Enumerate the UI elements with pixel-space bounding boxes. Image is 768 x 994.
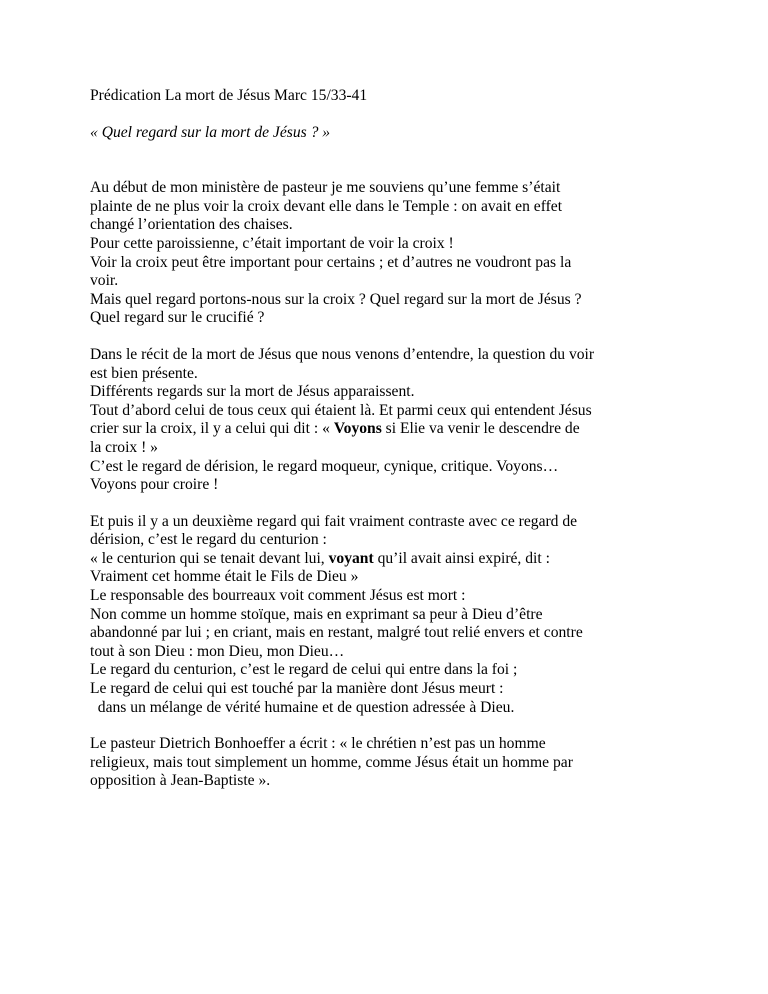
text-segment: « le centurion qui se tenait devant lui, [90,549,329,567]
emphasis-voyant: voyant [328,549,374,567]
text-line: Non comme un homme stoïque, mais en exprimant sa peur à Dieu d’être [90,605,543,623]
text-line: religieux, mais tout simplement un homme, comme Jésus était un homme par [90,753,573,771]
text-line: Tout d’abord celui de tous ceux qui étaient là. Et parmi ceux qui entendent Jésus [90,401,592,419]
text-line-voyant [90,550,730,569]
text-line: opposition à Jean-Baptiste ». [90,772,271,790]
text-line: changé l’orientation des chaises. [90,216,293,234]
text-line: Pour cette paroissienne, c’était important de voir la croix ! [90,234,454,252]
text-line: Et puis il y a un deuxième regard qui fait vraiment contraste avec ce regard de [90,512,578,530]
text-line: C’est le regard de dérision, le regard moqueur, cynique, critique. Voyons… [90,457,559,475]
text-line: plainte de ne plus voir la croix devant elle dans le Temple : on avait en effet [90,197,563,215]
text-line: Quel regard sur le crucifié ? [90,309,265,327]
text-line: Différents regards sur la mort de Jésus apparaissent. [90,383,415,401]
text-line: Le responsable des bourreaux voit comment Jésus est mort : [90,587,466,605]
paragraph-derision [90,346,730,495]
text-line: dans un mélange de vérité humaine et de question adressée à Dieu. [90,698,515,716]
document-page [90,87,730,809]
text-line: Le regard du centurion, c’est le regard de celui qui entre dans la foi ; [90,661,518,679]
text-line: est bien présente. [90,364,198,382]
text-line: Au début de mon ministère de pasteur je me souviens qu’une femme s’était [90,179,561,197]
text-line: Mais quel regard portons-nous sur la croix ? Quel regard sur la mort de Jésus ? [90,290,582,308]
text-line: abandonné par lui ; en criant, mais en restant, malgré tout relié envers et contre [90,624,583,642]
paragraph-intro [90,179,730,328]
text-segment: si Elie va venir le descendre de [381,420,580,438]
text-line: Dans le récit de la mort de Jésus que nous venons d’entendre, la question du voir [90,345,595,363]
text-line-voyons [90,420,730,439]
text-line: Le regard de celui qui est touché par la manière dont Jésus meurt : [90,680,504,698]
text-line: Le pasteur Dietrich Bonhoeffer a écrit : « le chrétien n’est pas un homme [90,735,546,753]
document-title: Prédication La mort de Jésus Marc 15/33-41 [90,87,368,104]
text-segment: crier sur la croix, il y a celui qui dit : « [90,420,334,438]
text-line: Vraiment cet homme était le Fils de Dieu » [90,568,359,586]
text-line: Voyons pour croire ! [90,476,219,494]
text-segment: qu’il avait ainsi expiré, dit : [373,549,550,567]
text-line: voir. [90,272,119,290]
text-line: Voir la croix peut être important pour certains ; et d’autres ne voudront pas la [90,253,572,271]
document-subtitle: « Quel regard sur la mort de Jésus ? » [90,123,331,141]
paragraph-bonhoeffer [90,735,730,791]
emphasis-voyons: Voyons [333,420,382,438]
text-line: dérision, c’est le regard du centurion : [90,531,327,549]
text-line: la croix ! » [90,438,158,456]
text-line: tout à son Dieu : mon Dieu, mon Dieu… [90,642,345,660]
paragraph-centurion [90,513,730,718]
